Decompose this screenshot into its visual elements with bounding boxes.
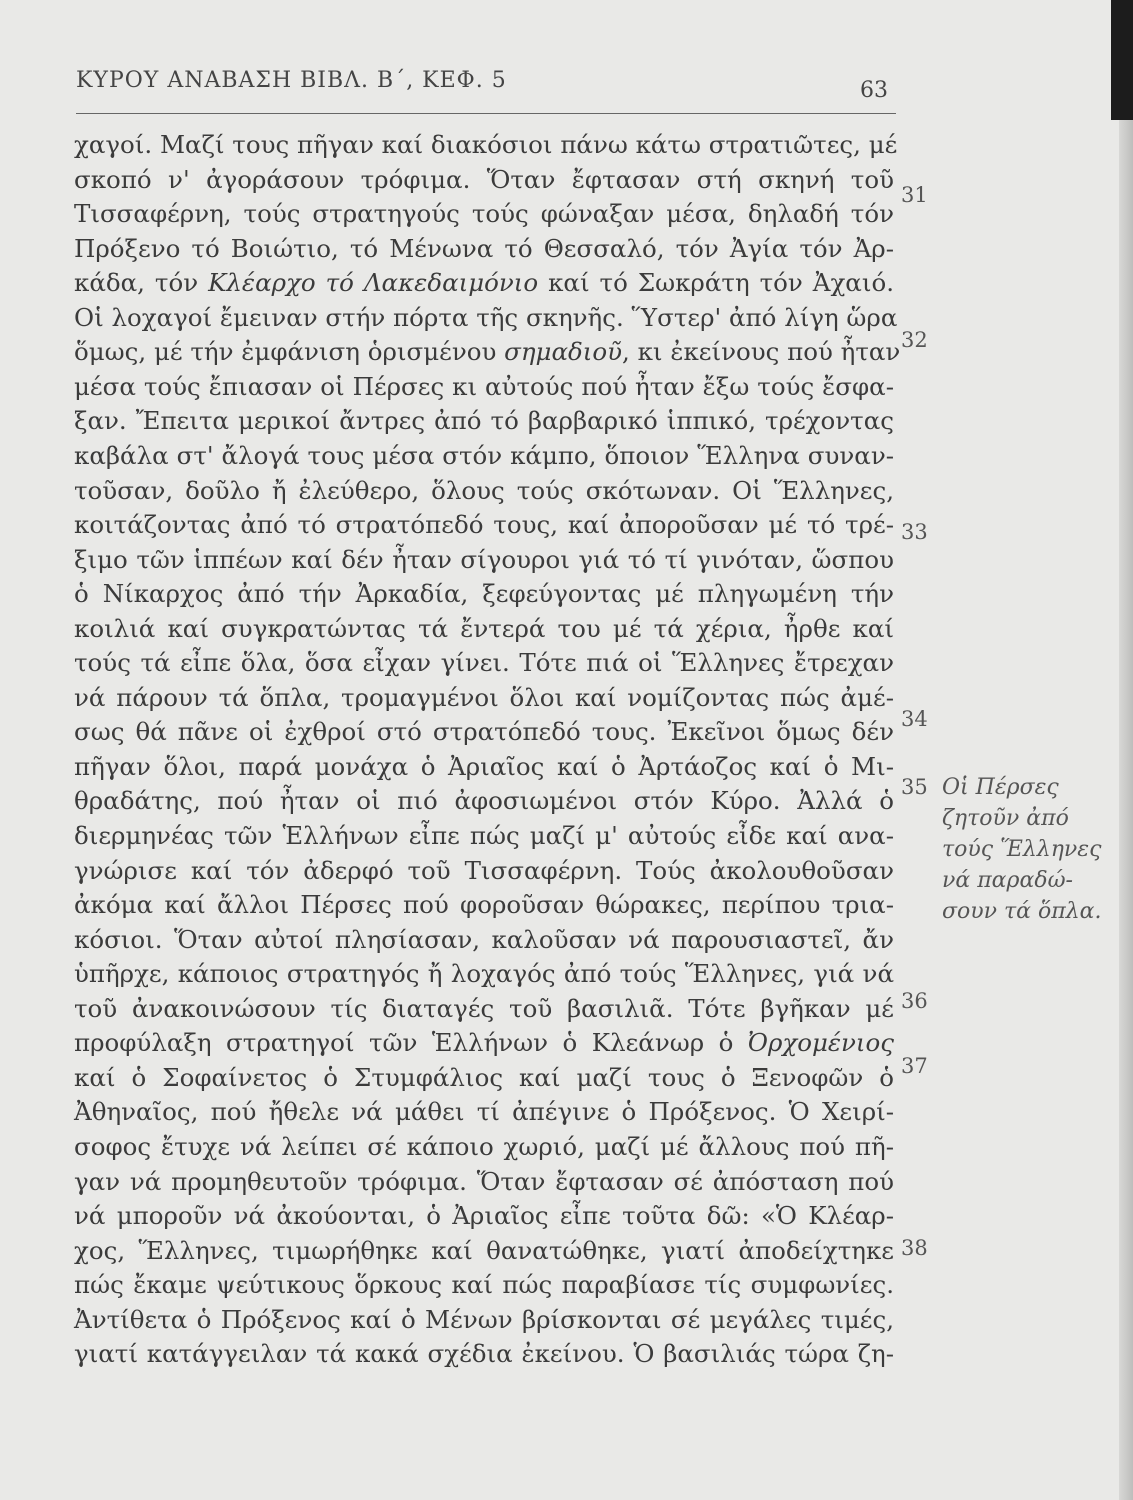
text-segment: ὅμως, μέ τήν ἐμφάνιση ὁρισμένου bbox=[74, 337, 505, 367]
text-line bbox=[74, 1167, 894, 1197]
margin-note-line: νά παραδώ- bbox=[942, 868, 1073, 893]
text-segment: Πρόξενο τό Βοιώτιο, τό Μένωνα τό Θεσσαλό, τόν Ἀγία τόν Ἀρ- bbox=[74, 233, 894, 263]
header-rule bbox=[76, 113, 896, 114]
margin-note-line: ζητοῦν ἀπό bbox=[942, 806, 1069, 831]
text-segment: σκοπό ν' ἀγοράσουν τρόφιμα. Ὅταν ἔφτασαν στή σκηνή τοῦ bbox=[74, 164, 894, 194]
page-number: 63 bbox=[860, 78, 888, 103]
text-segment: κοιλιά καί συγκρατώντας τά ἔντερά του μέ τά χέρια, ἦρθε καί bbox=[74, 613, 894, 643]
text-line bbox=[74, 1097, 894, 1127]
text-segment: ὁ Νίκαρχος ἀπό τήν Ἀρκαδία, ξεφεύγοντας μέ πληγωμένη τήν bbox=[74, 579, 894, 609]
text-line bbox=[74, 786, 894, 816]
text-line bbox=[74, 752, 894, 782]
text-line bbox=[74, 1063, 894, 1093]
paragraph-number: 33 bbox=[901, 520, 928, 544]
text-segment: γνώρισε καί τόν ἀδερφό τοῦ Τισσαφέρνη. Τούς ἀκολουθοῦσαν bbox=[74, 855, 894, 885]
text-line bbox=[74, 994, 894, 1024]
text-line bbox=[74, 476, 894, 506]
text-line bbox=[74, 234, 894, 264]
paragraph-number: 34 bbox=[901, 707, 928, 731]
book-spine-shadow bbox=[1111, 0, 1133, 120]
text-line bbox=[74, 268, 894, 298]
text-line bbox=[74, 406, 894, 436]
margin-note-line: τούς Ἕλληνες bbox=[942, 837, 1102, 862]
text-line bbox=[74, 199, 894, 229]
text-segment: σημαδιοῦ bbox=[504, 337, 623, 367]
paragraph-number: 36 bbox=[901, 989, 928, 1013]
text-segment: τοῦ ἀνακοινώσουν τίς διαταγές τοῦ βασιλιᾶ. Τότε βγῆκαν μέ bbox=[74, 993, 894, 1023]
text-line bbox=[74, 441, 894, 471]
text-segment: Οἱ λοχαγοί ἔμειναν στήν πόρτα τῆς σκηνῆς. Ὕστερ' ἀπό λίγη ὥρα bbox=[74, 302, 898, 332]
text-line bbox=[74, 683, 894, 713]
text-segment: καβάλα στ' ἄλογά τους μέσα στόν κάμπο, ὅποιον Ἕλληνα συναν- bbox=[74, 440, 894, 470]
text-segment: διερμηνέας τῶν Ἑλλήνων εἶπε πώς μαζί μ' αὐτούς εἶδε καί ανα- bbox=[74, 821, 894, 850]
text-line bbox=[74, 165, 894, 195]
paragraph-number: 31 bbox=[901, 183, 928, 207]
text-line bbox=[74, 302, 898, 333]
text-line bbox=[74, 1305, 894, 1335]
text-line bbox=[74, 579, 894, 609]
text-line bbox=[74, 1028, 894, 1058]
text-segment: τοῦσαν, δοῦλο ἤ ἐλεύθερο, ὅλους τούς σκότωναν. Οἱ Ἕλληνες, bbox=[74, 475, 894, 505]
text-segment: ξιμο τῶν ἱππέων καί δέν ἦταν σίγουροι γιά τό τί γινόταν, ὥσπου bbox=[74, 544, 894, 574]
text-segment: τούς τά εἶπε ὅλα, ὅσα εἶχαν γίνει. Τότε πιά οἱ Ἕλληνες ἔτρεχαν bbox=[74, 648, 894, 678]
text-line bbox=[74, 856, 894, 886]
header-title: ΚΥΡΟΥ ΑΝΑΒΑΣΗ ΒΙΒΛ. Β΄, ΚΕΦ. 5 bbox=[76, 68, 507, 93]
text-segment: , κι ἐκείνους πού ἦταν bbox=[622, 337, 901, 367]
text-segment: γαν νά προμηθευτοῦν τρόφιμα. Ὅταν ἔφτασαν σέ ἀπόσταση πού bbox=[74, 1166, 894, 1196]
text-segment: κόσιοι. Ὅταν αὐτοί πλησίασαν, καλοῦσαν νά παρουσιαστεῖ, ἄν bbox=[74, 924, 894, 954]
text-segment: μέσα τούς ἔπιασαν οἱ Πέρσες κι αὐτούς πού ἦταν ἔξω τούς ἔσφα- bbox=[74, 371, 894, 401]
text-segment: κάδα, τόν bbox=[74, 268, 209, 298]
text-segment: νά πάρουν τά ὅπλα, τρομαγμένοι ὅλοι καί νομίζοντας πώς ἀμέ- bbox=[74, 682, 894, 712]
text-segment: Κλέαρχο τό Λακεδαιμόνιο bbox=[208, 268, 539, 298]
text-segment: κοιτάζοντας ἀπό τό στρατόπεδό τους, καί ἀποροῦσαν μέ τό τρέ- bbox=[74, 510, 894, 540]
text-line bbox=[74, 959, 894, 989]
text-segment: νά μποροῦν νά ἀκούονται, ὁ Ἀριαῖος εἶπε τοῦτα δῶ: «Ὁ Κλέαρ- bbox=[74, 1201, 894, 1231]
text-line bbox=[74, 545, 894, 575]
paragraph-number: 37 bbox=[901, 1054, 928, 1078]
text-line bbox=[74, 890, 894, 920]
margin-note bbox=[942, 772, 1112, 927]
text-line bbox=[74, 1339, 894, 1369]
text-line bbox=[74, 1132, 894, 1162]
text-segment: Ἀθηναῖος, πού ἤθελε νά μάθει τί ἀπέγινε ὁ Πρόξενος. Ὁ Χειρί- bbox=[74, 1097, 894, 1127]
text-segment: θραδάτης, πού ἦταν οἱ πιό ἀφοσιωμένοι στόν Κύρο. Ἀλλά ὁ bbox=[74, 786, 894, 816]
text-segment: ὑπῆρχε, κάποιος στρατηγός ἤ λοχαγός ἀπό τούς Ἕλληνες, γιά νά bbox=[74, 959, 894, 989]
text-line bbox=[74, 337, 901, 367]
text-segment: γιατί κατάγγειλαν τά κακά σχέδια ἐκείνου. Ὁ βασιλιάς τώρα ζη- bbox=[74, 1339, 894, 1369]
margin-note-line: σουν τά ὅπλα. bbox=[942, 899, 1102, 924]
text-segment: Ἀντίθετα ὁ Πρόξενος καί ὁ Μένων βρίσκονται σέ μεγάλες τιμές, bbox=[74, 1304, 894, 1334]
text-line bbox=[74, 821, 894, 851]
margin-note-line: Οἱ Πέρσες bbox=[942, 775, 1059, 800]
paragraph-number: 38 bbox=[901, 1236, 928, 1260]
running-header bbox=[76, 68, 896, 108]
text-line bbox=[74, 1270, 894, 1300]
text-segment: Ὀρχομένιος bbox=[747, 1028, 894, 1058]
text-line bbox=[74, 1201, 894, 1231]
text-line bbox=[74, 614, 894, 644]
text-line bbox=[74, 130, 898, 160]
text-segment: σως θά πᾶνε οἱ ἐχθροί στό στρατόπεδό τους. Ἐκεῖνοι ὅμως δέν bbox=[74, 717, 894, 747]
text-line bbox=[74, 648, 894, 678]
page-edge-shadow bbox=[1119, 120, 1133, 1500]
text-segment: καί τό Σωκράτη τόν Ἀχαιό. bbox=[538, 268, 894, 298]
text-segment: Τισσαφέρνη, τούς στρατηγούς τούς φώναξαν μέσα, δηλαδή τόν bbox=[74, 199, 894, 229]
text-segment: ἀκόμα καί ἄλλοι Πέρσες πού φοροῦσαν θώρακες, περίπου τρια- bbox=[74, 890, 894, 920]
text-segment: προφύλαξη στρατηγοί τῶν Ἑλλήνων ὁ Κλεάνωρ ὁ bbox=[74, 1028, 748, 1058]
text-segment: καί ὁ Σοφαίνετος ὁ Στυμφάλιος καί μαζί τους ὁ Ξενοφῶν ὁ bbox=[74, 1062, 894, 1092]
text-segment: ξαν. Ἔπειτα μερικοί ἄντρες ἀπό τό βαρβαρικό ἱππικό, τρέχοντας bbox=[74, 406, 894, 436]
text-line bbox=[74, 1236, 894, 1266]
text-line bbox=[74, 510, 894, 540]
text-line bbox=[74, 717, 894, 747]
text-segment: χαγοί. Μαζί τους πῆγαν καί διακόσιοι πάνω κάτω στρατιῶτες, μέ bbox=[74, 130, 898, 159]
text-segment: πώς ἔκαμε ψεύτικους ὅρκους καί πώς παραβίασε τίς συμφωνίες. bbox=[74, 1270, 894, 1300]
text-segment: χος, Ἕλληνες, τιμωρήθηκε καί θανατώθηκε, γιατί ἀποδείχτηκε bbox=[74, 1235, 894, 1265]
text-line bbox=[74, 925, 894, 955]
text-segment: πῆγαν ὅλοι, παρά μονάχα ὁ Ἀριαῖος καί ὁ Ἀρτάοζος καί ὁ Μι- bbox=[74, 751, 894, 781]
text-line bbox=[74, 372, 894, 402]
paragraph-number: 32 bbox=[901, 328, 928, 352]
paragraph-number: 35 bbox=[901, 775, 928, 799]
text-segment: σοφος ἔτυχε νά λείπει σέ κάποιο χωριό, μαζί μέ ἄλλους πού πῆ- bbox=[74, 1131, 894, 1161]
